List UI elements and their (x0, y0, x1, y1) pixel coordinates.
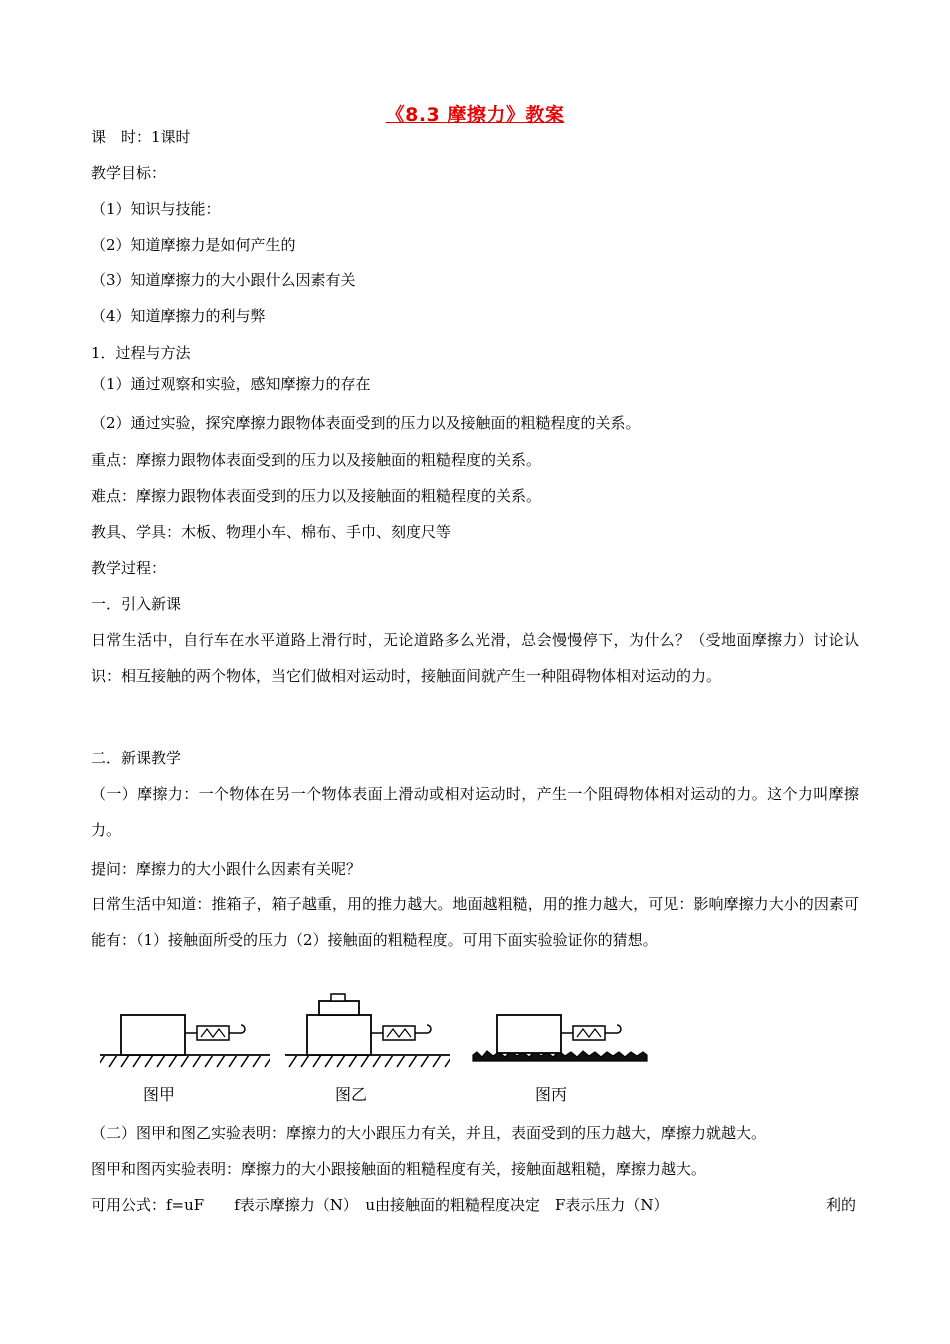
conclusion-roughness: 图甲和图丙实验表明：摩擦力的大小跟接触面的粗糙程度有关，接触面越粗糙，摩擦力越大。 (91, 1160, 707, 1178)
formula-line-tail: 利的 (826, 1196, 857, 1214)
class-hours: 课 时：1课时 (91, 128, 191, 146)
setup-jia (100, 1015, 270, 1068)
key-point: 重点：摩擦力跟物体表面受到的压力以及接触面的粗糙程度的关系。 (91, 451, 542, 469)
conclusion-pressure: （二）图甲和图乙实验表明：摩擦力的大小跟压力有关，并且，表面受到的压力越大，摩擦力就越大。 (91, 1124, 767, 1142)
teaching-goals-heading: 教学目标： (91, 164, 167, 182)
setup-bing (473, 1015, 647, 1061)
friction-experiment-figure (95, 985, 655, 1114)
goal-item: （3）知道摩擦力的大小跟什么因素有关 (91, 271, 356, 289)
formula-line: 可用公式：f=uF f表示摩擦力（N） u由接触面的粗糙程度决定 F表示压力（N） (91, 1196, 669, 1214)
difficult-point: 难点：摩擦力跟物体表面受到的压力以及接触面的粗糙程度的关系。 (91, 487, 542, 505)
section-heading-intro: 一．引入新课 (91, 595, 182, 613)
goal-item: （4）知道摩擦力的利与弊 (91, 307, 266, 325)
process-method-heading: 1．过程与方法 (91, 344, 191, 362)
caption-bing: 图丙 (535, 1085, 568, 1104)
setup-yi (285, 994, 450, 1068)
goal-item: （2）知道摩擦力是如何产生的 (91, 236, 296, 254)
teaching-process-heading: 教学过程： (91, 559, 167, 577)
teaching-aids: 教具、学具：木板、物理小车、棉布、手巾、刻度尺等 (91, 523, 452, 541)
process-item: （1）通过观察和实验，感知摩擦力的存在 (91, 375, 371, 393)
goal-knowledge: （1）知识与技能： (91, 200, 221, 218)
caption-jia: 图甲 (143, 1085, 176, 1104)
section-heading-new-lesson: 二．新课教学 (91, 749, 182, 767)
question-line: 提问：摩擦力的大小跟什么因素有关呢？ (91, 860, 362, 878)
document-title: 《8.3 摩擦力》教案 (385, 104, 565, 126)
caption-yi: 图乙 (335, 1085, 368, 1104)
intro-paragraph: 日常生活中，自行车在水平道路上滑行时，无论道路多么光滑，总会慢慢停下，为什么？（受地面摩擦力）讨论认识：相互接触的两个物体，当它们做相对运动时，接触面间就产生一种阻碍物体相对运动的力。 (91, 631, 859, 685)
process-item: （2）通过实验，探究摩擦力跟物体表面受到的压力以及接触面的粗糙程度的关系。 (91, 414, 641, 432)
factors-paragraph: 日常生活中知道：推箱子，箱子越重，用的推力越大。地面越粗糙，用的推力越大，可见：影响摩擦力大小的因素可能有：（1）接触面所受的压力（2）接触面的粗糙程度。可用下面实验验证你的猜想。 (91, 895, 859, 949)
experiment-diagram (95, 985, 655, 1110)
friction-definition-paragraph: （一）摩擦力：一个物体在另一个物体表面上滑动或相对运动时，产生一个阻碍物体相对运动的力。这个力叫摩擦力。 (91, 785, 859, 839)
